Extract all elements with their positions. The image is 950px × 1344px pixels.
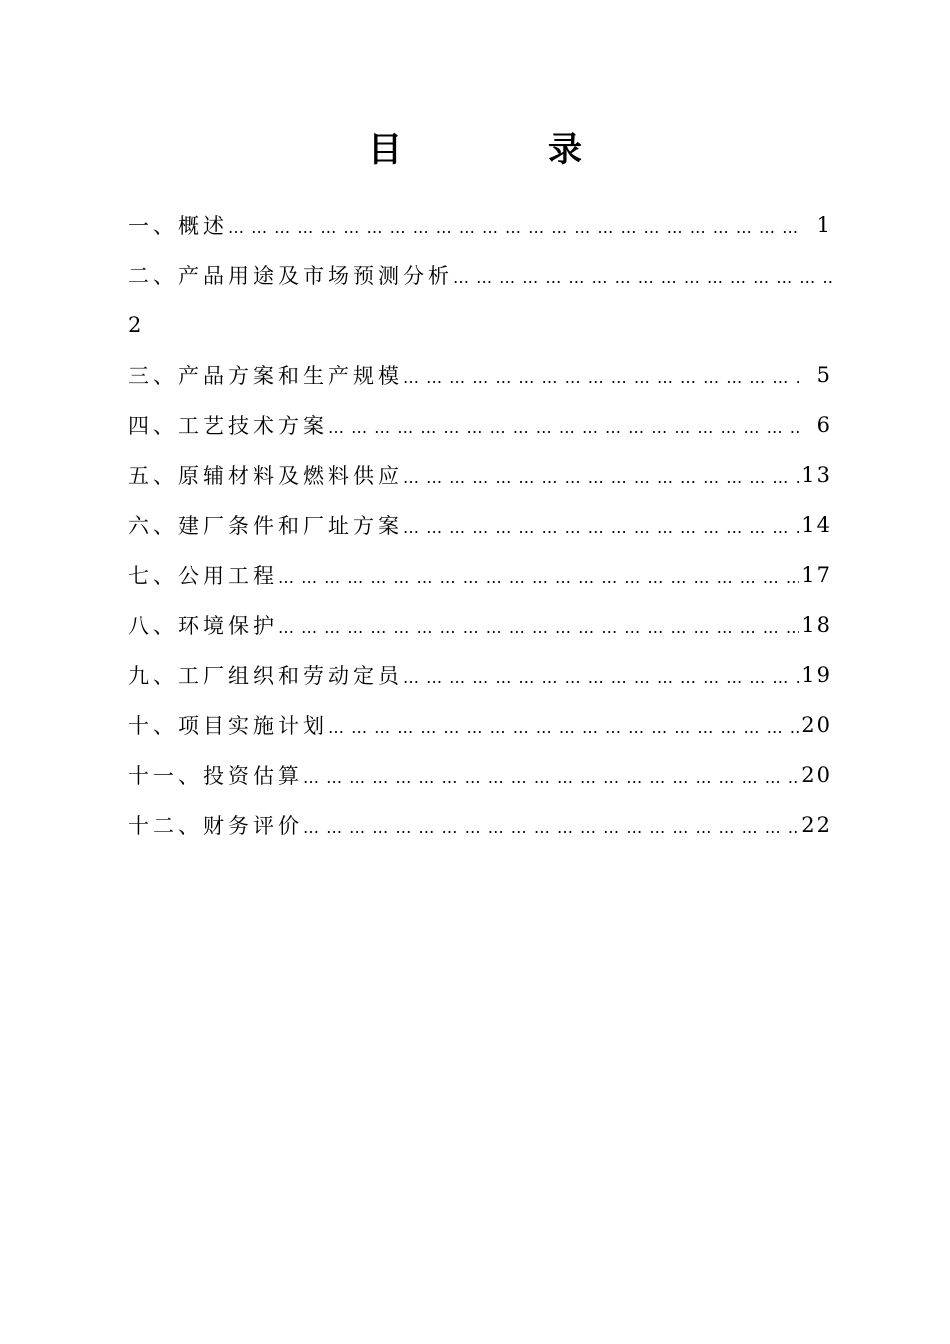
toc-entry-11[interactable] <box>128 750 832 800</box>
toc-entry-page: 22 <box>801 813 832 837</box>
toc-entry-label: 十二、财务评价 <box>128 814 303 838</box>
toc-entry-8[interactable] <box>128 600 832 650</box>
toc-entry-6[interactable] <box>128 500 832 550</box>
toc-entry-label: 七、公用工程 <box>128 564 278 588</box>
toc-entry-page: 18 <box>801 613 832 637</box>
dot-leader <box>303 764 799 787</box>
toc-entry-4[interactable] <box>128 400 832 450</box>
toc-entry-2-page-line <box>128 300 832 350</box>
toc-entry-page: 20 <box>801 713 832 737</box>
page-title: 目 录 <box>368 130 638 170</box>
toc-entry-label: 四、工艺技术方案 <box>128 414 328 438</box>
toc-entry-label: 十一、投资估算 <box>128 764 303 788</box>
toc-entry-label: 十、项目实施计划 <box>128 714 328 738</box>
toc-entry-page: 19 <box>801 663 832 687</box>
toc-entry-page: 5 <box>816 363 832 387</box>
toc-entry-12[interactable] <box>128 800 832 850</box>
dot-leader <box>403 364 799 387</box>
dot-leader <box>328 714 799 737</box>
toc-entry-page: 14 <box>801 513 832 537</box>
toc-entry-2[interactable] <box>128 250 832 300</box>
toc-entry-label: 一、概述 <box>128 214 228 238</box>
dot-leader <box>403 464 799 487</box>
toc-entry-10[interactable] <box>128 700 832 750</box>
toc-entry-page: 17 <box>801 563 832 587</box>
dot-leader <box>303 814 799 837</box>
toc-entry-9[interactable] <box>128 650 832 700</box>
dot-leader <box>453 264 832 287</box>
dot-leader <box>403 514 799 537</box>
toc-entry-label: 六、建厂条件和厂址方案 <box>128 514 403 538</box>
toc-entry-label: 五、原辅材料及燃料供应 <box>128 464 403 488</box>
toc-entry-5[interactable] <box>128 450 832 500</box>
toc-entry-label: 九、工厂组织和劳动定员 <box>128 664 403 688</box>
toc-entry-label: 八、环境保护 <box>128 614 278 638</box>
toc-entry-page: 6 <box>816 413 832 437</box>
dot-leader <box>403 664 799 687</box>
toc-entry-label: 二、产品用途及市场预测分析 <box>128 264 453 288</box>
table-of-contents <box>128 200 832 850</box>
toc-entry-label: 三、产品方案和生产规模 <box>128 364 403 388</box>
dot-leader <box>228 214 799 237</box>
toc-entry-7[interactable] <box>128 550 832 600</box>
toc-entry-1[interactable] <box>128 200 832 250</box>
dot-leader <box>328 414 799 437</box>
toc-entry-3[interactable] <box>128 350 832 400</box>
toc-entry-page: 1 <box>816 213 832 237</box>
toc-entry-page: 20 <box>801 763 832 787</box>
toc-entry-page: 2 <box>128 313 142 337</box>
dot-leader <box>278 614 799 637</box>
dot-leader <box>278 564 799 587</box>
toc-entry-page: 13 <box>801 463 832 487</box>
